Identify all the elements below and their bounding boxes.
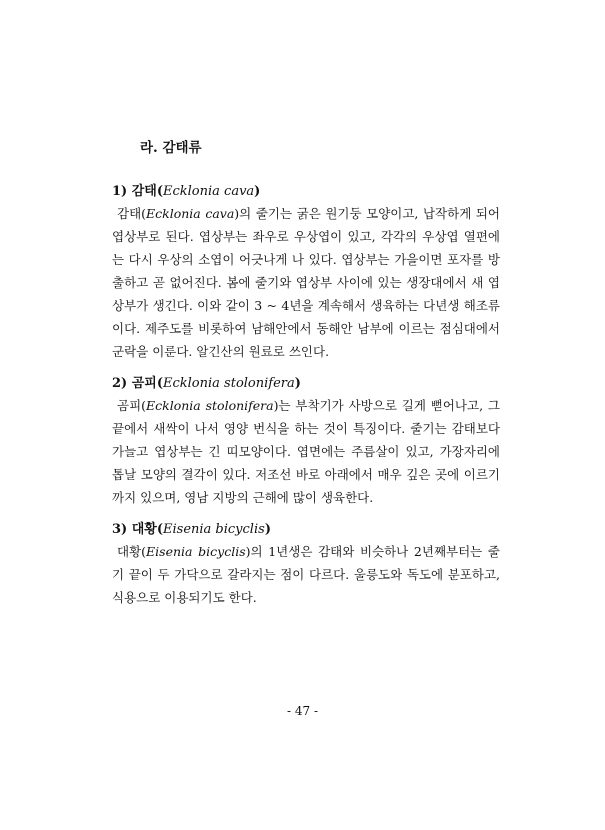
body-lead: 곰피( — [117, 398, 147, 413]
heading-number: 2) 곰피( — [112, 376, 163, 391]
body-lead: 감태( — [117, 206, 147, 221]
subsection-heading — [112, 374, 500, 394]
heading-close: ) — [254, 184, 261, 199]
scientific-name: Ecklonia stolonifera — [163, 376, 295, 391]
body-scientific-name: Ecklonia cava — [146, 206, 235, 221]
subsection-ecklonia-stolonifera — [112, 374, 500, 509]
scientific-name: Ecklonia cava — [163, 184, 255, 199]
heading-number: 3) 대황( — [112, 522, 163, 537]
subsection-heading — [112, 520, 500, 540]
subsection-ecklonia-cava — [112, 182, 500, 363]
body-scientific-name: Eisenia bicyclis — [146, 544, 246, 559]
body-text: )는 부착기가 사방으로 길게 뻗어나고, 그 끝에서 새싹이 나서 영양 번식을 하는 것이 특징이다. 줄기는 감태보다 가늘고 엽상부는 긴 띠모양이다. 엽면에는 주름살이 있고, 가장자리에 톱날 모양의 결각이 있다. 저조선 바로 아래에서 매우 깊은 곳에 이르기까지 있으며, 영남 지방의 근해에 많이 생육한다. — [112, 398, 500, 505]
body-lead: 대황( — [117, 544, 147, 559]
section-title: 라. 감태류 — [140, 140, 202, 156]
heading-number: 1) 감태( — [112, 184, 163, 199]
scientific-name: Eisenia bicyclis — [163, 522, 265, 537]
subsection-body — [112, 394, 500, 509]
subsection-body — [112, 540, 500, 609]
subsection-eisenia-bicyclis — [112, 520, 500, 609]
body-text: )의 1년생은 감태와 비슷하나 2년째부터는 줄기 끝이 두 가닥으로 갈라지는 점이 다르다. 울릉도와 독도에 분포하고, 식용으로 이용되기도 한다. — [112, 544, 500, 605]
page-number: - 47 - — [286, 704, 318, 718]
body-text: )의 줄기는 굵은 원기둥 모양이고, 납작하게 되어 엽상부로 된다. 엽상부는 좌우로 우상엽이 있고, 각각의 우상엽 열편에는 다시 우상의 소엽이 어긋나게 나 있다. 엽상부는 가을이면 포자를 방출하고 곧 없어진다. 봄에 줄기와 엽상부 사이에 있는 생장대에서 새 엽상부가 생긴다. 이와 같이 3 ~ 4년을 계속해서 생육하는 다년생 해조류이다. 제주도를 비롯하여 남해안에서 동해안 남부에 이르는 점심대에서 군락을 이룬다. 알긴산의 원료로 쓰인다. — [112, 206, 500, 359]
heading-close: ) — [264, 522, 271, 537]
subsection-heading — [112, 182, 500, 202]
subsection-body — [112, 202, 500, 363]
heading-close: ) — [294, 376, 301, 391]
body-scientific-name: Ecklonia stolonifera — [146, 398, 274, 413]
